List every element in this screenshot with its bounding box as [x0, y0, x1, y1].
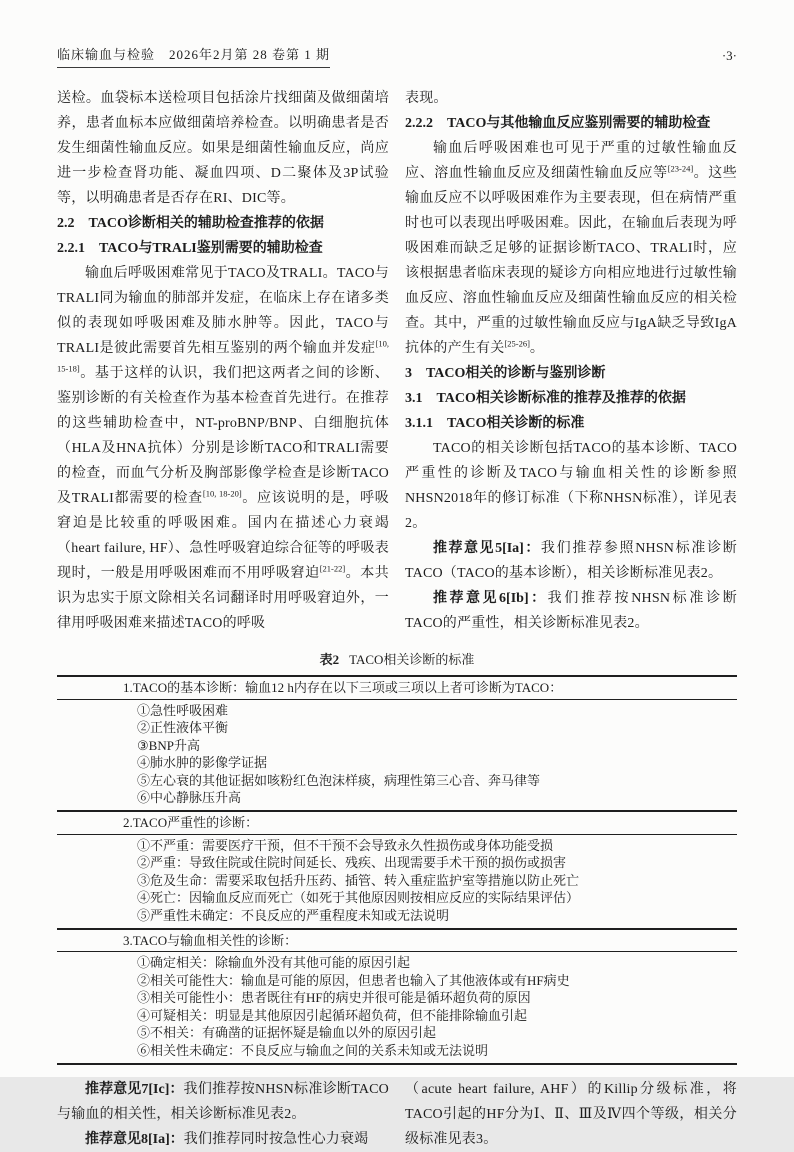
table-row: ④肺水肿的影像学证据: [137, 755, 268, 771]
bold-run: 3.1.1 TACO相关诊断的标准: [405, 416, 585, 431]
table-row: ⑤不相关：有确凿的证据怀疑是输血以外的原因引起: [137, 1025, 437, 1041]
text-run: 表现。: [405, 91, 448, 106]
text-run: 我们推荐参照NHSN标准诊断TACO（TACO的基本诊断），相关诊断标准见表2。: [405, 541, 737, 581]
section-heading: [405, 361, 737, 386]
text-run: 送检。血袋标本送检项目包括涂片找细菌及做细菌培养，患者血标本应做细菌培养检查。以明确患者是否发生细菌性输血反应。如果是细菌性输血反应，尚应进一步检查肾功能、凝血四项、D二聚体及3P试验等，以明确患者是否存在RI、DIC等。: [57, 91, 389, 206]
section-heading: [405, 411, 737, 436]
table-section-items: [57, 835, 737, 928]
bottom-left-column: [57, 1077, 389, 1152]
text-run: 我们推荐按NHSN标准诊断TACO与输血的相关性，相关诊断标准见表2。: [57, 1081, 389, 1122]
bold-run: 3.1 TACO相关诊断标准的推荐及推荐的依据: [405, 391, 686, 406]
table2-block: [57, 649, 737, 1065]
citation-superscript: [23-24]: [667, 163, 694, 174]
text-run: 我们推荐同时按急性心力衰竭: [183, 1131, 369, 1147]
page-header: [57, 44, 737, 68]
table-row: ②严重：导致住院或住院时间延长、残疾、出现需要手术干预的损伤或损害: [137, 855, 567, 871]
paragraph: [405, 536, 737, 586]
bold-run: 2.2.2 TACO与其他输血反应鉴别需要的辅助检查: [405, 116, 711, 131]
paragraph: [405, 86, 737, 111]
table-row: ④死亡：因输血反应而死亡（如死于其他原因则按相应反应的实际结果评估）: [137, 890, 580, 906]
table-row: ②相关可能性大：输血是可能的原因，但患者也输入了其他液体或有HF病史: [137, 972, 570, 988]
table-row: ①急性呼吸困难: [137, 702, 229, 718]
text-run: 输血后呼吸困难常见于TACO及TRALI。TACO与TRALI同为输血的肺部并发症，在临床上存在诸多类似的表现如呼吸困难及肺水肿等。因此，TACO与TRALI是彼此需要首先相互鉴别的两个输血并发症: [57, 266, 389, 356]
text-run: 我们推荐按NHSN标准诊断TACO的严重性，相关诊断标准见表2。: [405, 591, 738, 631]
page-number: ·3·: [721, 48, 737, 63]
table-row: ⑤严重性未确定：不良反应的严重程度未知或无法说明: [137, 907, 450, 923]
bold-run: 推荐意见8[Ia]：: [85, 1131, 184, 1147]
section-heading: [57, 236, 389, 261]
text-run: （acute heart failure, AHF）的Killip分级标准，将TACO引起的HF分为Ⅰ、Ⅱ、Ⅲ及Ⅳ四个等级，相关分级标准见表3。: [405, 1081, 737, 1147]
paragraph: [57, 1127, 389, 1152]
table2-label: 表2: [319, 652, 340, 667]
text-run: 。本共识为忠实于原文除相关名词翻译时用呼吸窘迫外，一律用呼吸困难来描述TACO的呼吸: [57, 566, 389, 631]
table-row: ①不严重：需要医疗干预，但不干预不会导致永久性损伤或身体功能受损: [137, 837, 554, 853]
table-row: ③BNP升高: [137, 737, 200, 753]
paragraph: [405, 436, 737, 536]
table-row: ③危及生命：需要采取包括升压药、插管、转入重症监护室等措施以防止死亡: [137, 872, 580, 888]
table-row: ②正性液体平衡: [137, 720, 229, 736]
paragraph: [405, 136, 737, 361]
text-run: 。应该说明的是，呼吸窘迫是比较重的呼吸困难。国内在描述心力衰竭（heart failure, HF）、急性呼吸窘迫综合征等的呼吸表现时，一般是用呼吸困难而不用呼吸窘迫: [57, 491, 390, 581]
table-section: [57, 677, 737, 812]
citation-superscript: [21-22]: [319, 563, 346, 574]
body-bottom: [57, 1077, 737, 1152]
text-run: TACO的相关诊断包括TACO的基本诊断、TACO严重性的诊断及TACO与输血相关性的诊断参照NHSN2018年的修订标准（下称NHSN标准），详见表2。: [405, 441, 737, 531]
bold-run: 推荐意见7[Ic]：: [85, 1081, 184, 1097]
table-row: ③相关可能性小：患者既往有HF的病史并很可能是循环超负荷的原因: [137, 990, 531, 1006]
body-top: [57, 86, 737, 636]
citation-superscript: [10, 15-18]: [57, 338, 389, 374]
text-run: 输血后呼吸困难也可见于严重的过敏性输血反应、溶血性输血反应及细菌性输血反应等: [405, 141, 737, 181]
paragraph: [405, 1077, 737, 1152]
journal-title: 临床输血与检验 2026年2月第 28 卷第 1 期: [57, 44, 330, 68]
bold-run: 推荐意见5[Ia]：: [433, 541, 541, 556]
citation-superscript: [10, 18-20]: [202, 488, 242, 499]
text-run: 。基于这样的认识，我们把这两者之间的诊断、鉴别诊断的有关检查作为基本检查首先进行。在推荐的这些辅助检查中，NT-proBNP/BNP、白细胞抗体（HLA及HNA抗体）分别是诊断TACO和TRALI需要的检查，而血气分析及胸部影像学检查是诊断TACO及TRALI都需要的检查: [57, 366, 389, 506]
right-column: [405, 86, 737, 636]
table-row: ①确定相关：除输血外没有其他可能的原因引起: [137, 955, 411, 971]
section-heading: [57, 211, 389, 236]
citation-superscript: [25-26]: [504, 338, 530, 349]
paragraph: [57, 86, 389, 211]
table-section-items: [57, 952, 737, 1063]
bold-run: 推荐意见6[Ib]：: [433, 591, 548, 606]
paragraph: [57, 1077, 389, 1127]
bold-run: 2.2.1 TACO与TRALI鉴别需要的辅助检查: [57, 241, 323, 256]
table-section-items: [57, 700, 737, 811]
text-run: 。这些输血反应不以呼吸困难作为主要表现，但在病情严重时也可以表现出呼吸困难。因此，在输血后表现为呼吸困难而缺乏足够的证据诊断TACO、TRALI时，应该根据患者临床表现的疑诊方向相应地进行过敏性输血反应、溶血性输血反应及细菌性输血反应的相关检查。其中，严重的过敏性输血反应与IgA缺乏导致IgA抗体的产生有关: [405, 166, 737, 356]
table2-body: [57, 675, 737, 1065]
bottom-right-column: [405, 1077, 737, 1152]
left-column: [57, 86, 389, 636]
bold-run: 2.2 TACO诊断相关的辅助检查推荐的依据: [57, 216, 324, 231]
text-run: 。: [529, 341, 545, 356]
table-row: ⑤左心衰的其他证据如咳粉红色泡沫样痰，病理性第三心音、奔马律等: [137, 772, 541, 788]
section-heading: [405, 386, 737, 411]
table2-caption: TACO相关诊断的标准: [349, 652, 475, 667]
table-row: ⑥中心静脉压升高: [137, 790, 242, 806]
paragraph: [405, 586, 737, 636]
bold-run: 3 TACO相关的诊断与鉴别诊断: [405, 366, 606, 381]
table-section: [57, 930, 737, 1063]
table2-title: [57, 649, 737, 668]
paragraph: [57, 261, 389, 636]
table-section: [57, 812, 737, 929]
section-heading: [405, 111, 737, 136]
table-section-header: 1.TACO的基本诊断：输血12 h内存在以下三项或三项以上者可诊断为TACO：: [57, 677, 737, 700]
table-section-header: 3.TACO与输血相关性的诊断：: [57, 930, 737, 953]
table-section-header: 2.TACO严重性的诊断：: [57, 812, 737, 835]
table-row: ④可疑相关：明显是其他原因引起循环超负荷，但不能排除输血引起: [137, 1007, 528, 1023]
table-row: ⑥相关性未确定：不良反应与输血之间的关系未知或无法说明: [137, 1043, 489, 1058]
